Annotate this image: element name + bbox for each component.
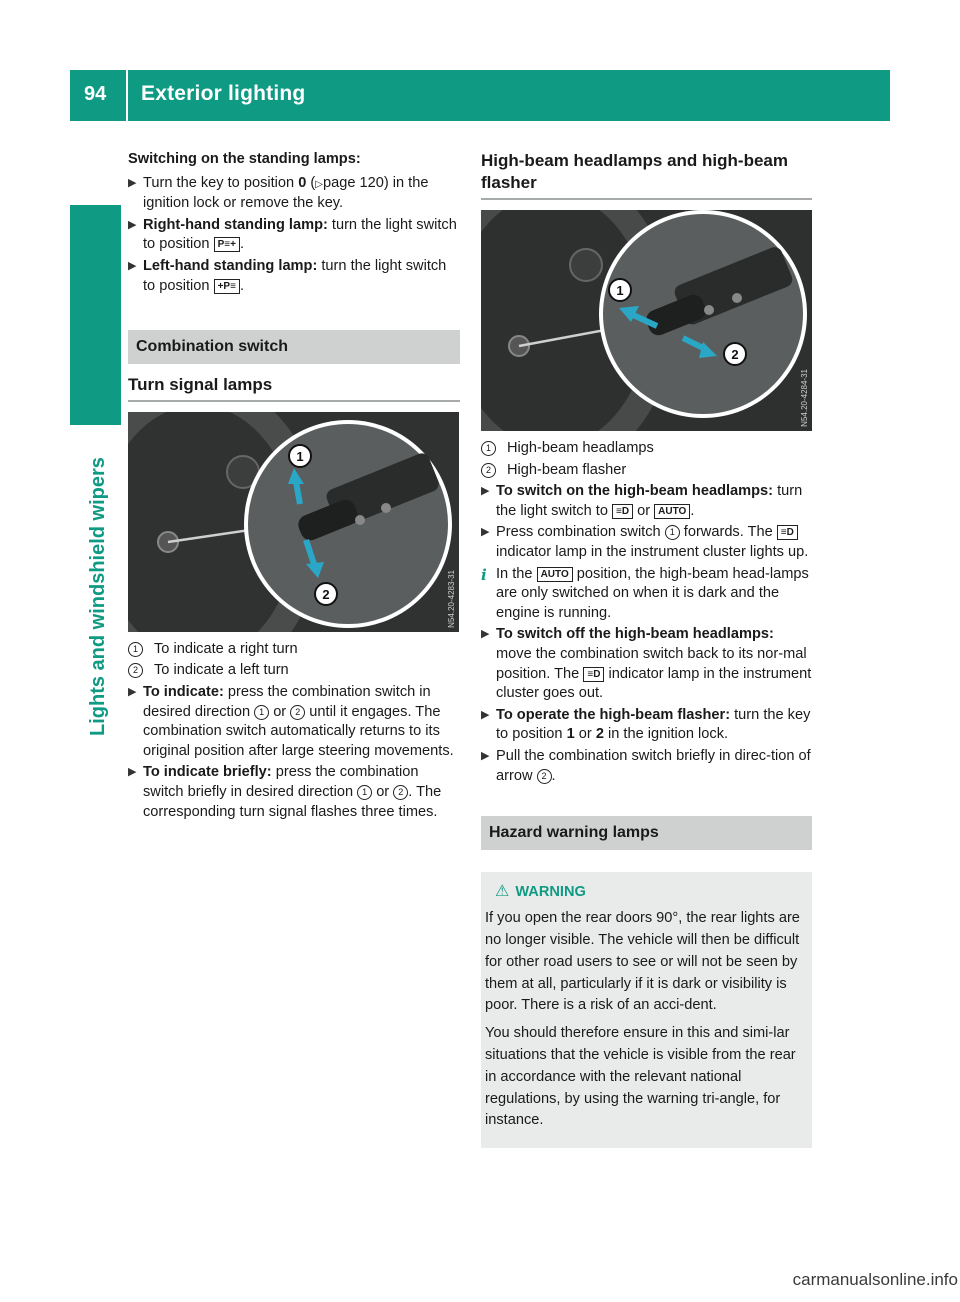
legend-item-2: 2 To indicate a left turn	[128, 661, 460, 681]
pull-switch-step: ▶ Pull the combination switch briefly in direc-tion of arrow 2 .	[481, 747, 811, 784]
right-column	[481, 150, 812, 1148]
step-arrow-icon: ▶	[481, 708, 490, 721]
step-arrow-icon: ▶	[481, 485, 490, 498]
callout-1-icon: 1	[665, 525, 680, 540]
header-divider	[126, 70, 128, 121]
callout-2-icon: 2	[393, 785, 408, 800]
auto-light-icon: AUTO	[537, 567, 573, 582]
standing-lamps-heading: Switching on the standing lamps:	[128, 151, 361, 167]
warning-paragraph-1: If you open the rear doors 90°, the rear lights are no longer visible. The vehicle will then be difficult for other road users to see or will not be seen by them at all, particularly if it is dark or visibility is poor. There is a risk of an acci-dent.	[485, 910, 800, 1014]
watermark: carmanualsonline.info	[792, 1270, 958, 1290]
page-header	[70, 70, 890, 121]
callout-1-icon: 1	[357, 785, 372, 800]
high-beam-figure	[481, 210, 812, 431]
legend-item-1: 1 High-beam headlamps	[481, 439, 812, 459]
high-beam-indicator-icon: ≡D	[583, 667, 604, 682]
warning-box	[481, 872, 812, 1149]
legend-item-2: 2 High-beam flasher	[481, 461, 812, 481]
step-arrow-icon: ▶	[481, 628, 490, 641]
callout-2-icon: 2	[290, 705, 305, 720]
page-title: Exterior lighting	[141, 82, 306, 105]
auto-light-icon: AUTO	[654, 504, 690, 519]
step-arrow-icon: ▶	[128, 218, 137, 231]
standing-step-1: ▶ Turn the key to position 0 (▷page 120) in the ignition lock or remove the key.	[128, 174, 429, 212]
warning-triangle-icon: ⚠	[495, 882, 510, 900]
high-beam-illustration	[481, 210, 812, 431]
warning-title: ⚠ WARNING	[495, 882, 586, 900]
svg-text:2: 2	[731, 347, 739, 362]
left-standing-lamp-icon: +P≡	[214, 279, 240, 294]
step-arrow-icon: ▶	[481, 749, 490, 762]
combination-switch-section-bar: Combination switch	[128, 330, 460, 364]
step-arrow-icon: ▶	[128, 766, 137, 779]
high-beam-on-step: ▶ To switch on the high-beam headlamps: turn the light switch to ≡D or AUTO .	[481, 483, 803, 519]
indicate-briefly-step: ▶ To indicate briefly: press the combination switch briefly in desired direction 1 or 2 . The corresponding turn signal flashes three times.	[128, 764, 442, 820]
svg-text:1: 1	[616, 283, 624, 298]
high-beam-indicator-icon: ≡D	[777, 525, 798, 540]
callout-2-icon: 2	[128, 663, 143, 678]
step-arrow-icon: ▶	[128, 685, 137, 698]
press-switch-step: ▶ Press combination switch 1 forwards. The ≡D indicator lamp in the instrument cluster lights up.	[481, 524, 809, 560]
page-number: 94	[84, 83, 107, 105]
sidebar-tab	[70, 205, 121, 425]
step-arrow-icon: ▶	[481, 526, 490, 539]
callout-1-icon: 1	[128, 642, 143, 657]
svg-text:2: 2	[322, 586, 330, 602]
step-arrow-icon: ▶	[128, 259, 137, 272]
standing-step-3: ▶ Left-hand standing lamp: turn the light switch to position +P≡ .	[128, 257, 447, 294]
left-column	[128, 150, 460, 824]
high-beam-off-step: ▶ To switch off the high-beam headlamps: move the combination switch back to its nor-mal position. The ≡D indicator lamp in the instrument cluster goes out.	[481, 626, 812, 702]
warning-paragraph-2: You should therefore ensure in this and simi-lar situations that the vehicle is visible from the rear in accordance with the relevant national regulations, by using the warning tri-angle, for instance.	[485, 1025, 796, 1129]
callout-1-icon: 1	[481, 441, 496, 456]
page-reference-icon: ▷	[315, 178, 323, 190]
low-beam-icon: ≡D	[612, 504, 633, 519]
turn-signal-legend	[128, 640, 460, 681]
indicate-step: ▶ To indicate: press the combination switch in desired direction 1 or 2 until it engages. The combination switch automatically returns to its original position after large steering movements.	[128, 683, 454, 759]
figure-code: N54.20-4284-31	[800, 369, 809, 427]
callout-2-icon: 2	[537, 769, 552, 784]
right-standing-lamp-icon: P≡+	[214, 237, 240, 252]
turn-signal-heading: Turn signal lamps	[128, 374, 460, 402]
hazard-section-bar: Hazard warning lamps	[481, 816, 812, 850]
turn-signal-figure	[128, 412, 459, 632]
svg-text:1: 1	[296, 448, 304, 464]
auto-info-note: i In the AUTO position, the high-beam head-lamps are only switched on when it is dark and the engine is running.	[481, 565, 809, 621]
standing-step-2: ▶ Right-hand standing lamp: turn the light switch to position P≡+ .	[128, 216, 457, 253]
turn-signal-illustration	[128, 412, 459, 632]
high-beam-legend	[481, 439, 812, 480]
info-icon: i	[481, 565, 487, 584]
step-arrow-icon: ▶	[128, 176, 137, 189]
callout-1-icon: 1	[254, 705, 269, 720]
figure-code: N54.20-4283-31	[447, 569, 456, 628]
sidebar-section-label: Lights and windshield wipers	[87, 457, 109, 736]
legend-item-1: 1 To indicate a right turn	[128, 640, 460, 660]
callout-2-icon: 2	[481, 463, 496, 478]
high-beam-heading: High-beam headlamps and high-beam flasher	[481, 150, 812, 200]
flasher-step: ▶ To operate the high-beam flasher: turn the key to position 1 or 2 in the ignition lock.	[481, 706, 811, 743]
